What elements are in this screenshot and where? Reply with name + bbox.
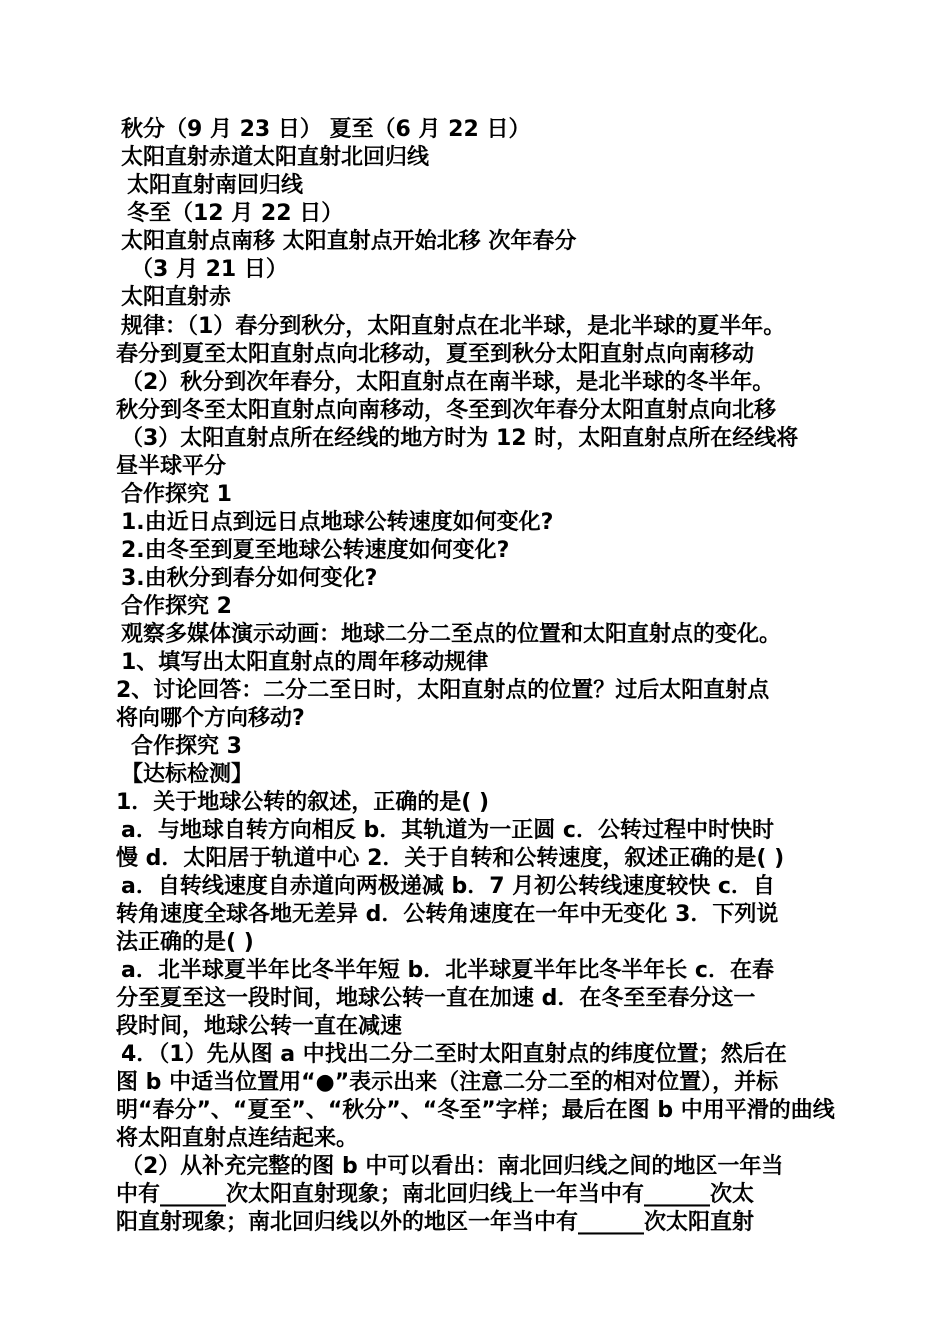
text-line-12: （3）太阳直射点所在经线的地方时为 12 时，太阳直射点所在经线将 [121, 426, 799, 451]
text-line-16: 2.由冬至到夏至地球公转速度如何变化? [121, 538, 510, 563]
text-line-7: 太阳直射赤 [121, 285, 232, 310]
text-line-23: 合作探究 3 [131, 734, 242, 759]
text-line-1: 秋分（9 月 23 日） 夏至（6 月 22 日） [121, 117, 531, 142]
text-line-15: 1.由近日点到远日点地球公转速度如何变化? [121, 510, 554, 535]
text-line-19: 观察多媒体演示动画：地球二分二至点的位置和太阳直射点的变化。 [121, 622, 782, 647]
text-line-25: 1．关于地球公转的叙述，正确的是( ) [116, 790, 490, 815]
text-line-9: 春分到夏至太阳直射点向北移动，夏至到秋分太阳直射点向南移动 [116, 342, 755, 367]
text-line-32: 分至夏至这一段时间，地球公转一直在加速 d．在冬至至春分这一 [116, 986, 756, 1011]
text-line-17: 3.由秋分到春分如何变化? [121, 566, 378, 591]
text-line-20: 1、填写出太阳直射点的周年移动规律 [121, 650, 489, 675]
text-line-10: （2）秋分到次年春分，太阳直射点在南半球，是北半球的冬半年。 [121, 370, 775, 395]
text-line-14: 合作探究 1 [121, 482, 232, 507]
text-line-13: 昼半球平分 [116, 454, 227, 479]
text-line-4: 冬至（12 月 22 日） [127, 201, 344, 226]
text-line-40: 阳直射现象；南北回归线以外的地区一年当中有______次太阳直射 [116, 1210, 755, 1235]
text-line-11: 秋分到冬至太阳直射点向南移动，冬至到次年春分太阳直射点向北移 [116, 398, 777, 423]
text-line-38: （2）从补充完整的图 b 中可以看出：南北回归线之间的地区一年当 [121, 1154, 784, 1179]
text-line-33: 段时间，地球公转一直在减速 [116, 1014, 403, 1039]
text-line-5: 太阳直射点南移 太阳直射点开始北移 次年春分 [121, 229, 577, 254]
text-line-35: 图 b 中适当位置用“●”表示出来（注意二分二至的相对位置），并标 [116, 1070, 779, 1095]
text-line-27: 慢 d．太阳居于轨道中心 2．关于自转和公转速度，叙述正确的是( ) [116, 846, 785, 871]
text-line-29: 转角速度全球各地无差异 d．公转角速度在一年中无变化 3．下列说 [116, 902, 779, 927]
text-line-2: 太阳直射赤道太阳直射北回归线 [121, 145, 430, 170]
text-line-18: 合作探究 2 [121, 594, 232, 619]
text-line-34: 4．（1）先从图 a 中找出二分二至时太阳直射点的纬度位置；然后在 [121, 1042, 787, 1067]
text-line-3: 太阳直射南回归线 [127, 173, 304, 198]
text-line-28: a．自转线速度自赤道向两极递减 b．7 月初公转线速度较快 c．自 [121, 874, 775, 899]
text-line-30: 法正确的是( ) [116, 930, 254, 955]
text-line-37: 将太阳直射点连结起来。 [116, 1126, 359, 1151]
text-line-26: a．与地球自转方向相反 b．其轨道为一正圆 c．公转过程中时快时 [121, 818, 774, 843]
text-line-22: 将向哪个方向移动? [116, 706, 305, 731]
text-line-39: 中有______次太阳直射现象；南北回归线上一年当中有______次太 [116, 1182, 755, 1207]
text-line-31: a．北半球夏半年比冬半年短 b．北半球夏半年比冬半年长 c．在春 [121, 958, 774, 983]
text-line-21: 2、讨论回答：二分二至日时，太阳直射点的位置？过后太阳直射点 [116, 678, 770, 703]
text-line-36: 明“春分”、“夏至”、“秋分”、“冬至”字样；最后在图 b 中用平滑的曲线 [116, 1098, 835, 1123]
text-line-8: 规律：（1）春分到秋分，太阳直射点在北半球，是北半球的夏半年。 [121, 314, 786, 339]
text-line-6: （3 月 21 日） [131, 257, 288, 282]
text-line-24: 【达标检测】 [121, 762, 254, 787]
